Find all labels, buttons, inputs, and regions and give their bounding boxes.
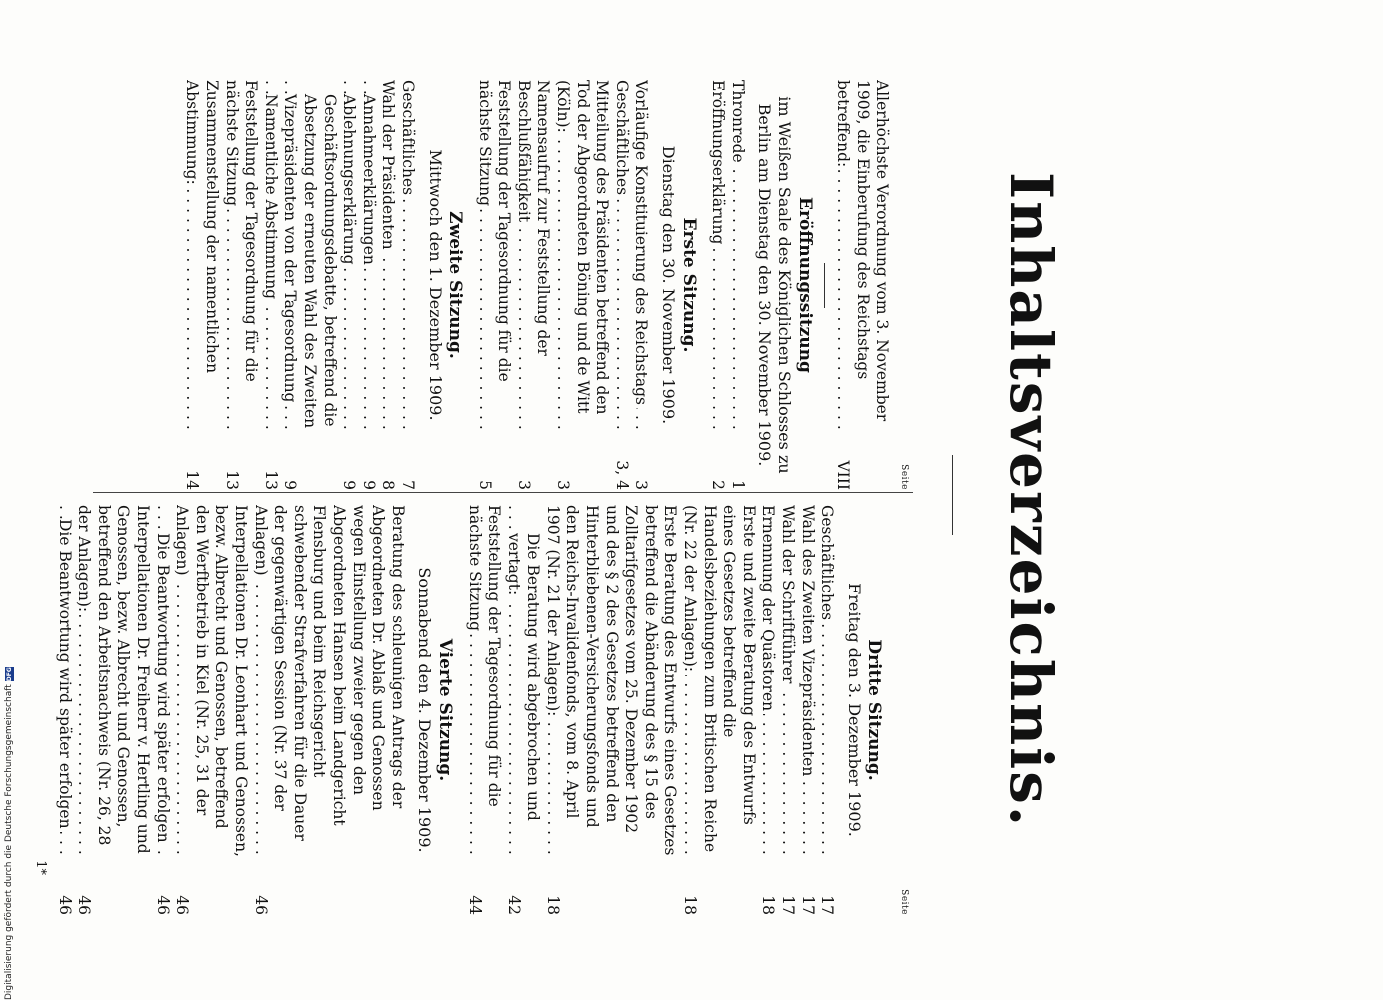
entry-text: Thronrede xyxy=(729,80,747,166)
section-heading: Erste Sitzung. xyxy=(678,217,699,353)
toc-entry xyxy=(260,80,280,490)
entry-page: 44 xyxy=(465,895,484,915)
toc-entry xyxy=(74,505,152,915)
toc-entry xyxy=(250,505,407,915)
toc-entry xyxy=(777,505,797,915)
toc-entry xyxy=(464,505,503,915)
section-heading: Dritte Sitzung. xyxy=(864,639,885,781)
entry-page: 18 xyxy=(759,895,778,915)
entry-page: VIII xyxy=(834,460,853,490)
entry-text: Ablehnungserklärung xyxy=(340,94,358,268)
section-subheading: im Weißen Saale des Königlichen Schlosses zu Berlin am Dienstag den 30. November 1909. xyxy=(755,96,795,474)
toc-entry xyxy=(679,505,757,915)
section-subheading: Dienstag den 30. November 1909. xyxy=(659,145,679,425)
toc-entry xyxy=(378,80,398,490)
section-subheading: Freitag den 3. Dezember 1909. xyxy=(844,583,864,837)
entry-page: 46 xyxy=(173,895,192,915)
entry-page: 14 xyxy=(183,470,202,490)
toc-entry xyxy=(513,80,552,490)
entry-page: 13 xyxy=(222,470,241,490)
toc-entry xyxy=(797,505,817,915)
entry-page: 2 xyxy=(709,480,728,490)
entry-page: 17 xyxy=(818,895,837,915)
entry-text: Geschäftliches xyxy=(818,505,836,623)
entry-page: 9 xyxy=(359,480,378,490)
seite-label: Seite xyxy=(899,464,909,490)
entry-page: 46 xyxy=(75,895,94,915)
toc-entry xyxy=(358,80,378,490)
page-title: Inhaltsverzeichnis. xyxy=(997,171,1065,829)
entry-page: 18 xyxy=(681,895,700,915)
title-rule xyxy=(952,455,953,535)
entry-page: 8 xyxy=(379,480,398,490)
entry-text: Vorläufige Konstituierung des Reichstags xyxy=(632,80,650,408)
entry-page: 46 xyxy=(153,895,172,915)
seite-label: Seite xyxy=(899,889,909,915)
entry-page: 7 xyxy=(398,480,417,490)
right-column xyxy=(30,505,913,915)
toc-entry xyxy=(833,80,892,490)
entry-text: Beratung des schleunigen Antrags der Abgeordneten Dr. Ablaß und Genossen wegen Einstellung zweier gegen den Abgeordneten Hansen beim Landgericht Flensburg und beim Reichsgericht schwebender Strafverfahren für die Dauer der gegenwärtigen Session (Nr. 37 der Anlagen) xyxy=(251,505,407,841)
entry-page: 9 xyxy=(281,480,300,490)
entry-text: Feststellung der Tagesordnung für die nächste Sitzung xyxy=(222,80,261,382)
toc-entry xyxy=(474,80,513,490)
toc-entry xyxy=(817,505,837,915)
entry-text: Eröffnungserklärung xyxy=(709,80,727,247)
entry-page: 9 xyxy=(340,480,359,490)
toc-entry xyxy=(397,80,417,490)
column-divider xyxy=(93,492,913,493)
entry-text: Die Beratung wird abgebrochen und vertagt: xyxy=(504,533,543,821)
section-subheading: Sonnabend den 4. Dezember 1909. xyxy=(415,567,435,853)
toc-entry xyxy=(339,80,359,490)
entry-page: 46 xyxy=(251,895,270,915)
entry-page: 17 xyxy=(779,895,798,915)
entry-text: Ernennung der Quästoren xyxy=(759,505,777,714)
entry-text: Namensaufruf zur Feststellung der Beschlußfähigkeit xyxy=(514,80,553,356)
toc-entry xyxy=(54,505,74,915)
section-subheading: Mittwoch den 1. Dezember 1909. xyxy=(425,149,445,421)
entry-page: 3 xyxy=(514,480,533,490)
entry-text: Feststellung der Tagesordnung für die nächste Sitzung xyxy=(475,80,514,382)
toc-entry xyxy=(182,80,221,490)
entry-text: Interpellationen Dr. Freiherr v. Hertling und Genossen, bezw. Albrecht und Genossen, betreffend den Arbeitsnachweis (Nr. 26, 28 der Anlagen): xyxy=(75,505,153,854)
entry-page: 3 xyxy=(632,480,651,490)
toc-entry xyxy=(727,80,747,490)
entry-text: Annahmeerklärungen xyxy=(360,94,378,268)
entry-text: Mitteilung des Präsidenten betreffend den Tod der Abgeordneten Böning und de Witt (Köln): xyxy=(554,80,612,415)
funding-note-text: Digitalisierung gefördert durch die Deutsche Forschungsgemeinschaft xyxy=(4,684,14,1000)
entry-text: Die Beantwortung wird später erfolgen xyxy=(56,519,74,832)
entry-page: 46 xyxy=(55,895,74,915)
toc-entry xyxy=(553,80,612,490)
toc-entry xyxy=(152,505,172,915)
left-column xyxy=(182,80,913,490)
entry-text: Zusammenstellung der namentlichen Abstimmung: xyxy=(183,80,221,374)
entry-text: Wahl des Zweiten Vizepräsidenten xyxy=(799,505,817,779)
funding-note xyxy=(4,667,14,1000)
entry-page: 13 xyxy=(261,470,280,490)
entry-page: 5 xyxy=(475,480,494,490)
toc-entry xyxy=(221,80,260,490)
dfg-logo: DFG xyxy=(6,667,13,682)
toc-entry xyxy=(708,80,728,490)
entry-text: Wahl der Präsidenten xyxy=(379,80,397,253)
entry-page: 1 xyxy=(728,480,747,490)
entry-page: 42 xyxy=(504,895,523,915)
toc-entry xyxy=(280,80,339,490)
entry-text: Wahl der Schriftführer xyxy=(779,505,797,686)
toc-entry xyxy=(611,80,631,490)
entry-page: 3 xyxy=(554,480,573,490)
toc-entry xyxy=(631,80,651,490)
toc-entry xyxy=(503,505,542,915)
entry-text: Namentliche Abstimmung xyxy=(262,94,280,302)
entry-text: Geschäftsordnungsdebatte, betreffend die Absetzung der erneuten Wahl des Zweiten Vizepräsidenten von der Tagesordnung xyxy=(281,94,339,429)
section-heading: Eröffnungssitzung xyxy=(794,197,815,373)
toc-entry xyxy=(758,505,778,915)
entry-page: 18 xyxy=(543,895,562,915)
entry-text: Erste Beratung des Entwurfs eines Gesetzes betreffend die Abänderung des § 15 des Zolltarifgesetzes vom 25. Dezember 1902 und des § 2 des Gesetzes betreffend den Hinterbliebenen-Versicherungsfonds und den Reichs-Invalidenfonds, vom 8. April 1907 (Nr. 21 der Anlagen): xyxy=(543,505,680,856)
entry-text: Allerhöchste Verordnung vom 3. November 1909, die Einberufung des Reichstags betreffend: xyxy=(834,80,892,422)
entry-text: Geschäftliches xyxy=(399,80,417,198)
section-heading: Vierte Sitzung. xyxy=(434,638,455,782)
toc-entry xyxy=(542,505,679,915)
separator-rule xyxy=(824,263,825,308)
entry-page: 3, 4 xyxy=(612,460,631,490)
entry-page: 17 xyxy=(798,895,817,915)
entry-text: Feststellung der Tagesordnung für die nächste Sitzung xyxy=(465,505,504,807)
section-heading: Zweite Sitzung. xyxy=(445,211,466,359)
entry-text: Erste und zweite Beratung des Entwurfs eines Gesetzes betreffend die Handelsbeziehungen zum Britischen Reiche (Nr. 22 der Anlagen): xyxy=(681,505,758,853)
entry-text: Geschäftliches xyxy=(613,80,631,198)
entry-text: Interpellationen Dr. Leonhart und Genossen, bezw. Albrecht und Genossen, betreffend den Werftbetrieb in Kiel (Nr. 25, 31 der Anlagen) xyxy=(173,505,250,857)
toc-entry xyxy=(172,505,250,915)
signature-mark: 1* xyxy=(33,860,49,875)
entry-text: Die Beantwortung wird später erfolgen xyxy=(154,533,172,846)
